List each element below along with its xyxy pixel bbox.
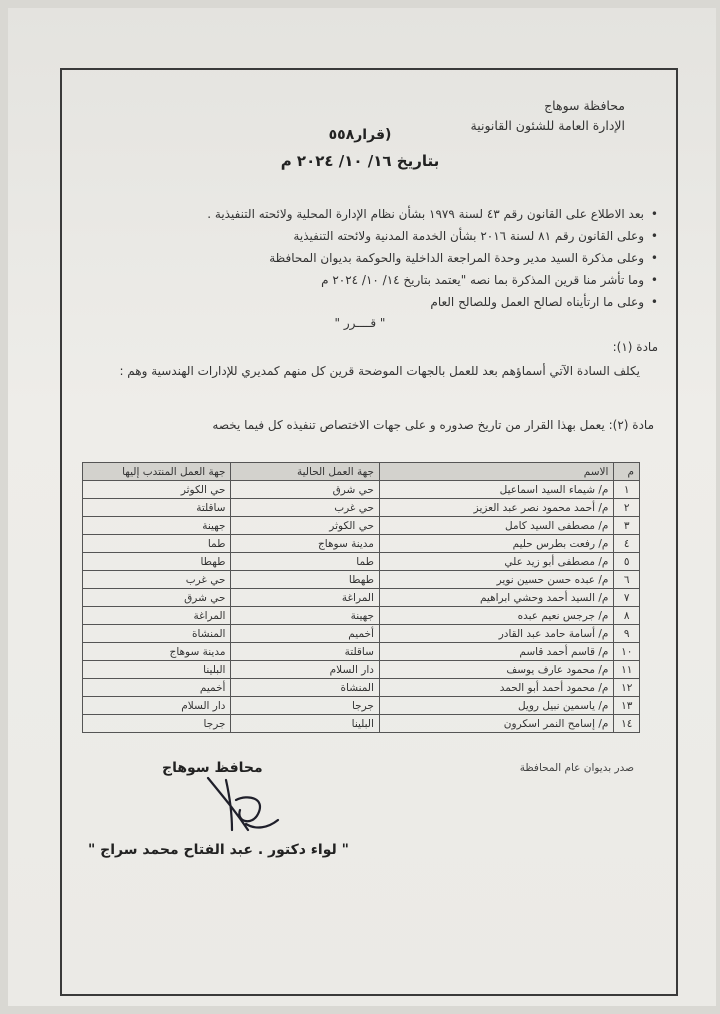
table-row	[83, 679, 640, 697]
table-row	[83, 481, 640, 499]
table-row	[83, 715, 640, 733]
table-row	[83, 517, 640, 535]
header-name: الاسم	[379, 463, 613, 481]
cell-current-workplace: حي الكوثر	[231, 517, 379, 535]
table-row	[83, 625, 640, 643]
cell-name: م/ أسامة حامد عبد القادر	[379, 625, 613, 643]
cell-current-workplace: حي شرق	[231, 481, 379, 499]
decided-heading: " قــــرر "	[334, 316, 386, 330]
cell-no: ١١	[614, 661, 640, 679]
table-row	[83, 535, 640, 553]
decision-date: بتاريخ ١٦/ ١٠/ ٢٠٢٤ م	[280, 152, 440, 170]
cell-current-workplace: البلينا	[231, 715, 379, 733]
cell-new-workplace: جرجا	[83, 715, 231, 733]
cell-current-workplace: ساقلتة	[231, 643, 379, 661]
table-header-row	[83, 463, 640, 481]
recital-item: • وعلى القانون رقم ٨١ لسنة ٢٠١٦ بشأن الخدمة المدنية ولائحته التنفيذية	[98, 225, 658, 247]
recital-item: • وما تأشر منا قرين المذكرة بما نصه "يعتمد بتاريخ ١٤/ ١٠/ ٢٠٢٤ م	[98, 269, 658, 291]
cell-new-workplace: حي الكوثر	[83, 481, 231, 499]
cell-no: ٦	[614, 571, 640, 589]
cell-name: م/ ياسمين نبيل رويل	[379, 697, 613, 715]
cell-new-workplace: طما	[83, 535, 231, 553]
handwritten-signature	[196, 770, 286, 840]
header-new-workplace: جهة العمل المنتدب إليها	[83, 463, 231, 481]
decision-number: قرار٥٥٨)	[328, 127, 392, 143]
cell-current-workplace: المنشاة	[231, 679, 379, 697]
cell-new-workplace: جهينة	[83, 517, 231, 535]
department-name: الإدارة العامة للشئون القانونية	[470, 118, 625, 133]
cell-new-workplace: ساقلتة	[83, 499, 231, 517]
recital-item: • بعد الاطلاع على القانون رقم ٤٣ لسنة ١٩٧٩ بشأن نظام الإدارة المحلية ولائحته التنفيذية .	[98, 203, 658, 225]
cell-new-workplace: دار السلام	[83, 697, 231, 715]
cell-new-workplace: البلينا	[83, 661, 231, 679]
cell-name: م/ عبده حسن حسين نوير	[379, 571, 613, 589]
table-row	[83, 697, 640, 715]
cell-name: م/ رفعت بطرس حليم	[379, 535, 613, 553]
header-current-workplace: جهة العمل الحالية	[231, 463, 379, 481]
header-no: م	[614, 463, 640, 481]
cell-name: م/ شيماء السيد اسماعيل	[379, 481, 613, 499]
cell-no: ٢	[614, 499, 640, 517]
recitals-list	[98, 203, 658, 313]
cell-no: ١٣	[614, 697, 640, 715]
cell-name: م/ محمود أحمد أبو الحمد	[379, 679, 613, 697]
cell-no: ١٠	[614, 643, 640, 661]
table-row	[83, 607, 640, 625]
cell-current-workplace: حي غرب	[231, 499, 379, 517]
table-row	[83, 499, 640, 517]
cell-name: م/ جرجس نعيم عبده	[379, 607, 613, 625]
cell-current-workplace: دار السلام	[231, 661, 379, 679]
table-row	[83, 553, 640, 571]
cell-no: ٤	[614, 535, 640, 553]
cell-current-workplace: مدينة سوهاج	[231, 535, 379, 553]
governor-name: " لواء دكتور . عبد الفتاح محمد سراج "	[88, 842, 349, 858]
cell-no: ٨	[614, 607, 640, 625]
cell-no: ٩	[614, 625, 640, 643]
assignments-table	[82, 462, 640, 733]
cell-name: م/ قاسم أحمد قاسم	[379, 643, 613, 661]
cell-new-workplace: طهطا	[83, 553, 231, 571]
cell-new-workplace: حي غرب	[83, 571, 231, 589]
table-row	[83, 643, 640, 661]
governorate-name: محافظة سوهاج	[544, 98, 625, 113]
cell-new-workplace: حي شرق	[83, 589, 231, 607]
recital-item: • وعلى ما ارتأيناه لصالح العمل وللصالح العام	[98, 291, 658, 313]
cell-new-workplace: المراغة	[83, 607, 231, 625]
cell-no: ١٤	[614, 715, 640, 733]
cell-new-workplace: المنشاة	[83, 625, 231, 643]
cell-name: م/ محمود عارف يوسف	[379, 661, 613, 679]
cell-current-workplace: جهينة	[231, 607, 379, 625]
article-1-title: مادة (١):	[612, 340, 658, 354]
cell-name: م/ أحمد محمود نصر عبد العزيز	[379, 499, 613, 517]
cell-name: م/ إسامح النمر اسكرون	[379, 715, 613, 733]
cell-current-workplace: المراغة	[231, 589, 379, 607]
table-row	[83, 589, 640, 607]
table-row	[83, 661, 640, 679]
table-row	[83, 571, 640, 589]
cell-current-workplace: جرجا	[231, 697, 379, 715]
cell-name: م/ السيد أحمد وحشي ابراهيم	[379, 589, 613, 607]
governor-title: محافظ سوهاج	[162, 760, 263, 776]
cell-current-workplace: طما	[231, 553, 379, 571]
article-1-body: يكلف السادة الآتي أسماؤهم بعد للعمل بالجهات الموضحة قرين كل منهم كمديري للإدارات الهندسية وهم :	[119, 364, 640, 378]
cell-no: ٥	[614, 553, 640, 571]
article-2: مادة (٢): يعمل بهذا القرار من تاريخ صدوره و على جهات الاختصاص تنفيذه كل فيما يخصه	[212, 418, 654, 432]
cell-current-workplace: أخميم	[231, 625, 379, 643]
issued-note: صدر بديوان عام المحافظة	[519, 762, 634, 774]
cell-current-workplace: طهطا	[231, 571, 379, 589]
cell-name: م/ مصطفى السيد كامل	[379, 517, 613, 535]
cell-no: ٧	[614, 589, 640, 607]
cell-no: ٣	[614, 517, 640, 535]
cell-new-workplace: أخميم	[83, 679, 231, 697]
recital-item: • وعلى مذكرة السيد مدير وحدة المراجعة الداخلية والحوكمة بديوان المحافظة	[98, 247, 658, 269]
cell-no: ١	[614, 481, 640, 499]
cell-new-workplace: مدينة سوهاج	[83, 643, 231, 661]
cell-name: م/ مصطفى أبو زيد علي	[379, 553, 613, 571]
cell-no: ١٢	[614, 679, 640, 697]
